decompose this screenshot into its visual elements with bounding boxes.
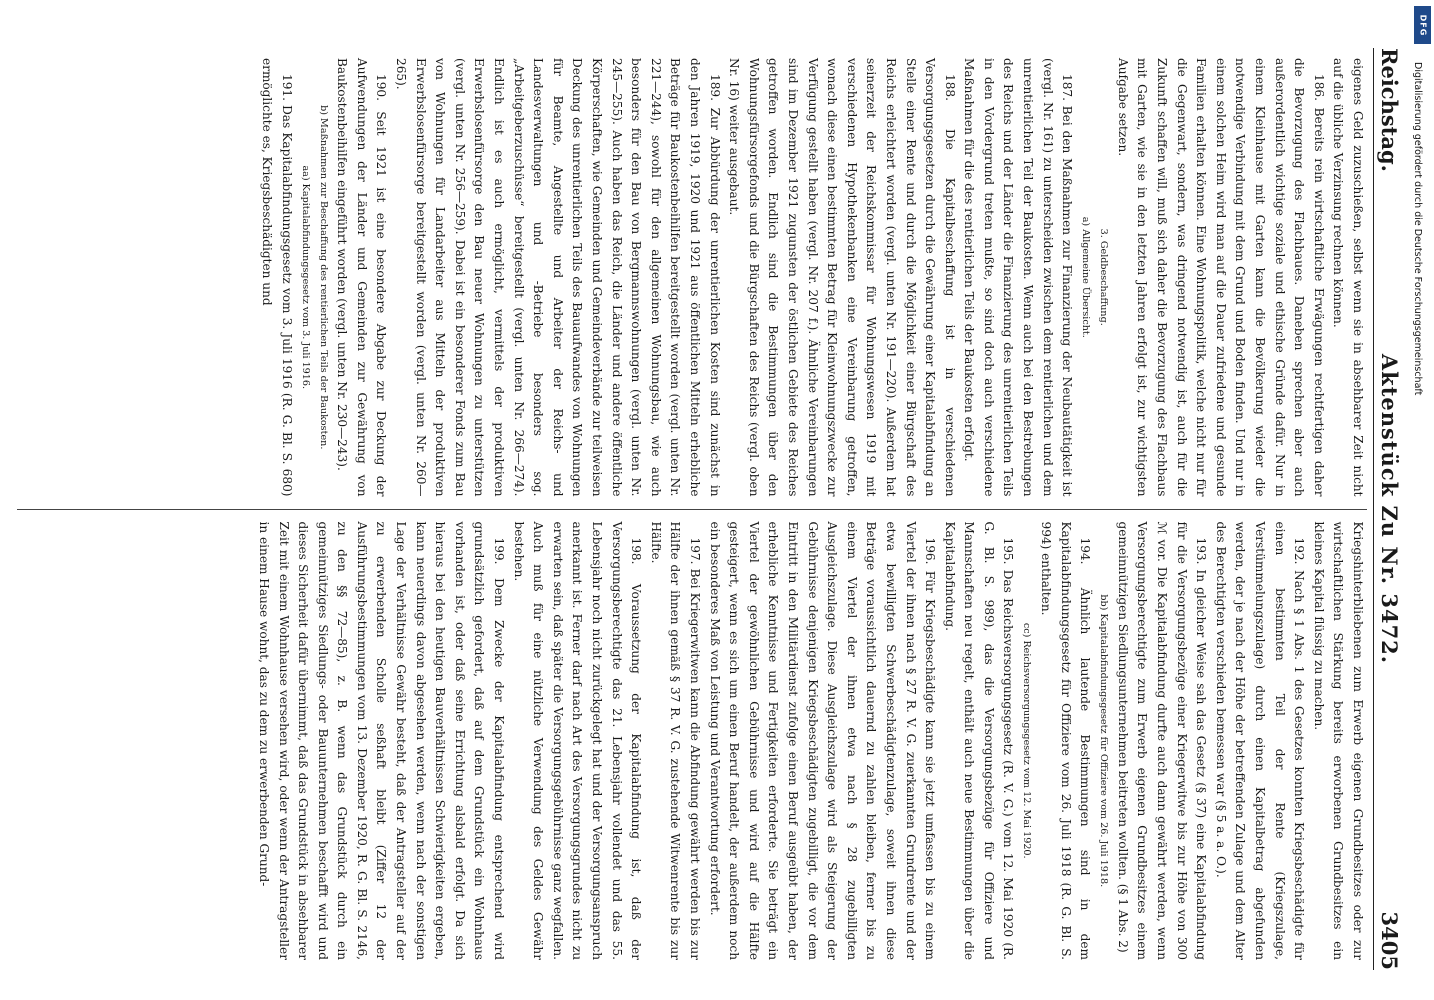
dfg-logo: DFG [1414, 6, 1431, 44]
section-heading: bb) Kapitalabfindungsgesetz für Offiziere vom 26. Juli 1918. [1098, 594, 1110, 888]
paragraph: 186. Bereits rein wirtschaftliche Erwägungen rechtfertigen daher die Bevorzugung des Flachbaues. Daneben sprechen aber auch außerordentlich wichtige soziale und ethische Gründe dafür. Nur in einem Kleinhause mit Garten kann die Bevölkerung wieder die notwendige Verbindung mit dem Grund und Boden finden. Und nur in einem solchen Heim wird man auf die Dauer zufriedene und gesunde Familien erhalten können. Eine Wohnungspolitik, welche nicht nur für die Gegenwart, sondern, was dringend notwendig ist, auch für die Zukunft schaffen will, muß sich daher die Bevorzugung des Flachbaus mit Garten, wie sie in den letzten Jahren erfolgt ist, zur wichtigsten Aufgabe setzen. [1115, 58, 1326, 497]
paragraph: 197. Bei Kriegerwitwen kann die Abfindung gewährt werden bis zur Hälfte der ihnen gemäß § 37 R. V. G. zustehende Witwenrente bis zur Hälfte. [648, 521, 702, 960]
section-heading: b) Maßnahmen zur Beschaffung des rentierlichen Teils der Baukosten. [317, 105, 329, 450]
paragraph: 198. Voraussetzung der Kapitalabfindung ist, daß der Versorgungsberechtigte das 21. Lebensjahr vollendet und das 55. Lebensjahr noch nicht zurückgelegt hat und der Versorgungsanspruch anerkannt ist. Ferner darf nach Art des Versorgungsgrundes nicht zu erwarten sein, daß später die Versorgungsgebührnisse ganz wegfallen. Auch muß für eine nützliche Verwendung des Geldes Gewähr bestehen. [511, 521, 644, 960]
paragraph: 194. Ähnlich lautende Bestimmungen sind in dem Kapitalabfindungsgesetz für Offiziere vom 26. Juli 1918 (R. G. Bl. S. 994) enthalten. [1039, 521, 1093, 960]
paragraph: Kriegshinterbliebenen zum Erwerb eigenen Grundbesitzes oder zur wirtschaftlichen Stärkung bereits erworbenen Grundbesitzes ein kleines Kapital flüssig zu machen. [1311, 521, 1365, 960]
right-column [17, 512, 1367, 971]
page-header [1373, 48, 1404, 970]
dfg-credit-text: Digitalisierung gefördert durch die Deutsche Forschungsgemeinschaft [1412, 62, 1423, 396]
paragraph: 191. Das Kapitalabfindungsgesetz vom 3. Juli 1916 (R. G. Bl. S. 680) ermöglichte es, Kriegsbeschädigten und [260, 58, 294, 497]
section-heading: aa) Kapitalabfindungsgesetz vom 3. Juli 1916. [299, 165, 311, 390]
column-divider [17, 509, 1367, 510]
section-heading: a) Allgemeine Übersicht. [1080, 216, 1092, 338]
paragraph: 193. In gleicher Weise sah das Gesetz (§ 37) eine Kapitalabfindung für die Versorgungsbezüge einer Kriegerwitwe bis zur Höhe von 300 ℳ vor. Die Kapitalabfindung durfte auch dann gewährt werden, wenn Versorgungsberechtigte zum Erwerb eigenen Grundbesitzes einem gemeinnützigen Siedlungsunternehmen beitreten wollten. (§ 1 Abs. 2) [1115, 521, 1209, 960]
paragraph: 189. Zur Abbürdung der unrentierlichen Kosten sind zunächst in den Jahren 1919, 1920 und 1921 aus öffentlichen Mitteln erhebliche Beträge für Baukostenbeihilfen bereitgestellt worden (vergl. unten Nr. 221—244), sowohl für den allgemeinen Wohnungsbau, wie auch besonders für den Bau von Bergmannswohnungen (vergl. unten Nr. 245—255). Auch haben das Reich, die Länder und andere öffentliche Körperschaften, wie Gemeinden und Gemeindeverbände zur teilweisen Deckung des unrentierlichen Teils des Bauaufwandes von Wohnungen für Beamte, Angestellte und Arbeiter der Reichs- und Landesverwaltungen und -Betriebe besonders sog. „Arbeitgeberzuschüsse“ bereitgestellt (vergl. unten Nr. 266—274). Endlich ist es auch ermöglicht, vermittels der produktiven Erwerbslosenfürsorge den Bau neuer Wohnungen zu unterstützen (vergl. unten Nr. 256—259). Dabei ist ein besonderer Fonds zum Bau von Wohnungen für Landarbeiter aus Mitteln der produktiven Erwerbslosenfürsorge bereitgestellt worden (vergl. unten Nr. 260—265). [394, 58, 722, 497]
paragraph: 199. Dem Zwecke der Kapitalabfindung entsprechend wird grundsätzlich gefordert, daß auf dem Grundstück ein Wohnhaus vorhanden ist, oder daß seine Errichtung alsbald erfolgt. Da sich hieraus bei den heutigen Bauverhältnissen Schwierigkeiten ergeben, kann neuerdings davon abgesehen werden, wenn nach der sonstigen Lage der Verhältnisse Gewähr besteht, daß der Antragsteller auf der zu erwerbenden Scholle seßhaft bleibt (Ziffer 12 der Ausführungsbestimmungen vom 13. Dezember 1920, R. G. Bl. S. 2146, zu den §§ 72—85), z. B. wenn das Grundstück durch ein gemeinnütziges Siedlungs- oder Bauunternehmen beschafft wird und dieses Sicherheit dafür übernimmt, daß das Grundstück in absehbarer Zeit mit einem Wohnhause versehen wird, oder wenn der Antragsteller in einem Hause wohnt, das zu dem zu erwerbenden Grund- [256, 521, 507, 960]
paragraph: 192. Nach § 1 Abs. 1 des Gesetzes konnten Kriegsbeschädigte für einen bestimmten Teil der Rente (Kriegszulage, Verstümmelungszulage) durch einen Kapitalbetrag abgefunden werden, der je nach der Höhe der betreffenden Zulage und dem Alter des Berechtigten verschieden bemessen war (§ 5 a. a. O.). [1213, 521, 1307, 960]
paragraph: 188. Die Kapitalbeschaffung ist in verschiedenen Versorgungsgesetzen durch die Gewährung einer Kapitalabfindung an Stelle einer Rente und durch die Möglichkeit einer Bürgschaft des Reichs erleichtert worden (vergl. unten Nr. 191—220). Außerdem hat seinerzeit der Reichskommissar für Wohnungswesen 1919 mit verschiedenen Hypothekenbanken eine Vereinbarung getroffen, wonach diese einen bestimmten Betrag für Kleinwohnungszwecke zur Verfügung gestellt haben (vergl. Nr. 207 f.). Ähnliche Vereinbarungen sind im Dezember 1921 zugunsten der östlichen Gebiete des Reiches getroffen worden. Endlich sind die Bestimmungen über den Wohnungsfürsorgefonds und die Bürgschaften des Reichs (vergl. oben Nr. 16) weiter ausgebaut. [727, 58, 957, 497]
header-title: Aktenstück Zu Nr. 3472. [1377, 353, 1402, 665]
text-columns [17, 48, 1367, 970]
left-column [17, 48, 1367, 507]
paragraph: 187. Bei den Maßnahmen zur Finanzierung der Neubautätigkeit ist (vergl. Nr. 161) zu unterscheiden zwischen dem rentierlichen und dem unrentierlichen Teil der Baukosten. Wenn auch bei den Bestrebungen des Reichs und der Länder die Finanzierung des unrentierlichen Teils in den Vordergrund treten mußte, so sind doch auch verschiedene Maßnahmen für die des rentierlichen Teils der Baukosten erfolgt. [962, 58, 1075, 497]
dfg-credit [1412, 14, 1432, 974]
paragraph: 190. Seit 1921 ist eine besondere Abgabe zur Deckung der Aufwendungen der Länder und Gemeinden zur Gewährung von Baukostenbeihilfen eingeführt worden (vergl. unten Nr. 230—243). [335, 58, 389, 497]
section-heading: 3. Geldbeschaffung. [1098, 228, 1110, 326]
section-heading: cc) Reichsversorgungsgesetz vom 12. Mai 1920. [1021, 622, 1033, 859]
page-number: 3405 [1377, 911, 1402, 970]
paragraph: eigenes Geld zuzuschießen, selbst wenn sie in absehbarer Zeit nicht auf die übliche Verzinsung rechnen können. [1331, 58, 1365, 497]
paragraph: 196. Für Kriegsbeschädigte kann sie jetzt umfassen bis zu einem Viertel der ihnen nach § 27 R. V. G. zuerkannten Grundrente und der etwa bewilligten Schwerbeschädigtenzulage, soweit ihnen diese Beträge voraussichtlich dauernd zu zahlen bleiben, ferner bis zu einem Viertel der ihnen etwa nach § 28 zugebilligten Ausgleichszulage. Diese Ausgleichszulage wird als Steigerung der Gebührnisse denjenigen Kriegsbeschädigten zugebilligt, die vor dem Eintritt in den Militärdienst zufolge einen Beruf ausgeübt haben, der erhebliche Kenntnisse und Fertigkeiten erforderte. Sie beträgt ein Viertel der gewöhnlichen Gebührnisse und wird auf die Hälfte gesteigert, wenn es sich um einen Beruf handelt, der außerdem noch ein besonderes Maß von Leistung und Verantwortung erfordert. [707, 521, 938, 960]
header-left: Reichstag. [1377, 48, 1402, 172]
paragraph: 195. Das Reichsversorgungsgesetz (R. V. G.) vom 12. Mai 1920 (R. G. Bl. S. 989), das die Versorgungsbezüge für Offiziere und Mannschaften neu regelt, enthält auch neue Bestimmungen über die Kapitalabfindung. [942, 521, 1016, 960]
